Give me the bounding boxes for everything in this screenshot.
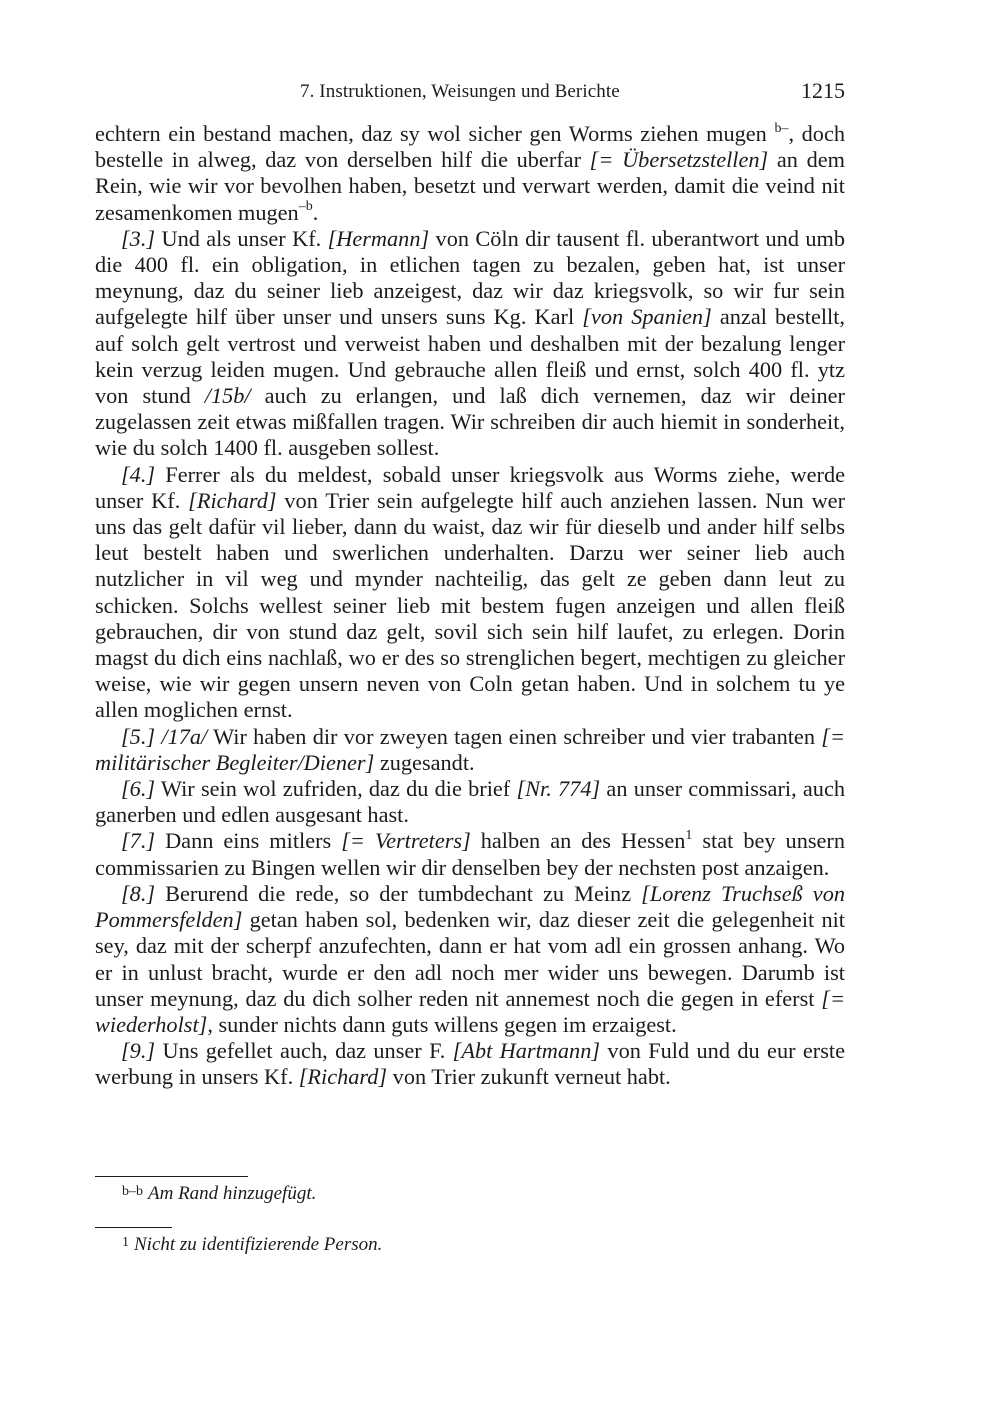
- text-run: Wir sein wol zufriden, daz du die brief: [155, 776, 517, 802]
- editorial-gloss: [Richard]: [298, 1064, 388, 1090]
- editorial-gloss: [= wiederholst]: [95, 985, 845, 1037]
- text-run: von Fuld und du eur erste werbung in unsers Kf.: [95, 1038, 845, 1090]
- editorial-gloss: [= Übersetzstellen]: [589, 147, 769, 173]
- paragraph-continuation: [95, 121, 845, 226]
- section-number: [7.]: [121, 828, 156, 854]
- text-run: Wir haben dir vor zweyen tagen einen schreiber und vier trabanten: [207, 723, 822, 749]
- text-run: Berurend die rede, so der tumbdechant zu Meinz: [155, 880, 642, 906]
- text-run: an unser commissari, auch ganerben und edlen ausgesant hast.: [95, 776, 845, 828]
- section-number: [5.] /17a/: [121, 723, 208, 749]
- text-run: auch zu erlangen, und laß dich vernemen, daz wir deiner zugelassen zeit etwas mißfallen tragen. Wir schreiben dir auch hiemit in sonderheit, wie du solch 1400 fl. ausgeben sollest.: [95, 383, 845, 461]
- footnote-mark: b–b: [122, 1184, 143, 1199]
- paragraph-8: [95, 881, 845, 1038]
- section-number: [4.]: [121, 461, 156, 487]
- footnote-text: Nicht zu identifizierende Person.: [134, 1234, 383, 1255]
- paragraph-5: [95, 724, 845, 776]
- editorial-gloss: [Abt Hartmann]: [452, 1038, 601, 1064]
- running-header: [95, 78, 845, 108]
- text-run: Uns gefellet auch, daz unser F.: [155, 1038, 453, 1064]
- section-number: [8.]: [121, 880, 156, 906]
- textual-note-marker: b–: [774, 120, 789, 136]
- editorial-gloss: [Nr. 774]: [516, 776, 601, 802]
- footnote-divider: [95, 1227, 172, 1228]
- page-number: 1215: [801, 78, 845, 103]
- text-run: an dem Rein, wie wir vor bevolhen haben, besetzt und verwart werden, damit die veind nit zesamenkomen mugen: [95, 147, 845, 225]
- text-run: zugesandt.: [374, 749, 475, 775]
- paragraph-9: [95, 1038, 845, 1090]
- textual-footnote: [95, 1183, 845, 1207]
- footnote-text: Am Rand hinzugefügt.: [148, 1183, 317, 1204]
- text-run: von Cöln dir tausent fl. uberantwort und umb die 400 fl. ein obligation, in etlichen tagen zu bezalen, geben hat, ist unser meynung, daz du seiner lieb anzeigest, daz wir daz kriegsvolk, so wir fur sein aufgelegte hilf über unser und unsers suns Kg. Karl: [95, 225, 845, 330]
- section-number: [3.]: [121, 225, 156, 251]
- editorial-gloss: [von Spanien]: [582, 304, 712, 330]
- editorial-gloss: [Hermann]: [327, 225, 430, 251]
- text-run: von Trier zukunft verneut habt.: [387, 1064, 671, 1090]
- paragraph-4: [95, 462, 845, 724]
- section-number: [9.]: [121, 1038, 156, 1064]
- text-run: echtern ein bestand machen, daz sy wol sicher gen Worms ziehen mugen: [95, 121, 775, 146]
- text-run: von Trier sein aufgelegte hilf auch anziehen lassen. Nun wer uns das gelt dafür vil lieber, dann du waist, daz wir für dieselb und ander hilf selbs leut bestelt haben und swerlichen underhalten. Darzu wer seiner lieb auch nutzlicher in vil weg und mynder nachteilig, das gelt ze geben dann leut zu schicken. Solchs wellest seiner lieb mit bestem fugen anzeigen und allen fleiß gebrauchen, dir von stund daz gelt, sovil sich sein hilf laufet, zu erlegen. Dorin magst du dich eins nachlaß, wo er des so strenglichen begert, mechtigen zu gleicher weise, wie wir gegen unsern neven von Coln getan haben. Und in solchem tu ye allen moglichen ernst.: [95, 487, 846, 723]
- footnote-marker: 1: [685, 828, 693, 844]
- editorial-gloss: [Richard]: [188, 487, 277, 513]
- footnote-divider: [95, 1176, 248, 1177]
- textual-note-marker: –b: [298, 199, 313, 215]
- paragraph-6: [95, 776, 845, 828]
- text-run: , sunder nichts dann guts willens gegen im erzaigest.: [207, 1011, 677, 1037]
- paragraph-7: [95, 828, 845, 880]
- footnotes: [95, 1176, 845, 1258]
- editorial-gloss: [= Vertreters]: [341, 828, 471, 854]
- text-run: Und als unser Kf.: [155, 225, 328, 251]
- text-run: stat bey unsern commissarien zu Bingen wellen wir dir denselben bey der nechsten post anzaigen.: [95, 828, 845, 880]
- text-run: .: [312, 199, 319, 225]
- paragraph-3: [95, 226, 845, 462]
- text-run: , doch bestelle in alweg, daz von derselben hilf die uberfar: [95, 121, 845, 173]
- text-run: Dann eins mitlers: [155, 828, 342, 854]
- footnote-mark: 1: [122, 1235, 129, 1250]
- text-run: halben an des Hessen: [470, 828, 686, 854]
- header-title: 7. Instruktionen, Weisungen und Berichte: [300, 81, 620, 102]
- editorial-gloss: [= militärischer Begleiter/Diener]: [95, 723, 845, 775]
- text-run: Ferrer als du meldest, sobald unser kriegsvolk aus Worms ziehe, werde unser Kf.: [95, 461, 845, 513]
- body-text: [95, 121, 845, 1091]
- text-run: getan haben sol, bedenken wir, daz dieser zeit die gelegenheit nit sey, daz mit der scherpf anzufechten, dann er hat vom adl ein grossen anhang. Wo er in unlust bracht, wurde er den adl noch mer wider uns bewegen. Darumb ist unser meynung, daz du dich solher reden nit annemest noch die gegen in eferst: [95, 907, 845, 1011]
- section-number: [6.]: [121, 776, 156, 802]
- numbered-footnote: [95, 1234, 845, 1258]
- text-run: anzal bestellt, auf solch gelt vertrost und verweist haben und deshalben mit der bezalung lenger kein verzug leiden mugen. Und gebrauche allen fleiß und ernst, solch 400 fl. ytz von stund: [95, 304, 845, 409]
- editorial-gloss: [Lorenz Truchseß von Pommersfelden]: [95, 880, 845, 933]
- folio-reference: /15b/: [204, 383, 251, 409]
